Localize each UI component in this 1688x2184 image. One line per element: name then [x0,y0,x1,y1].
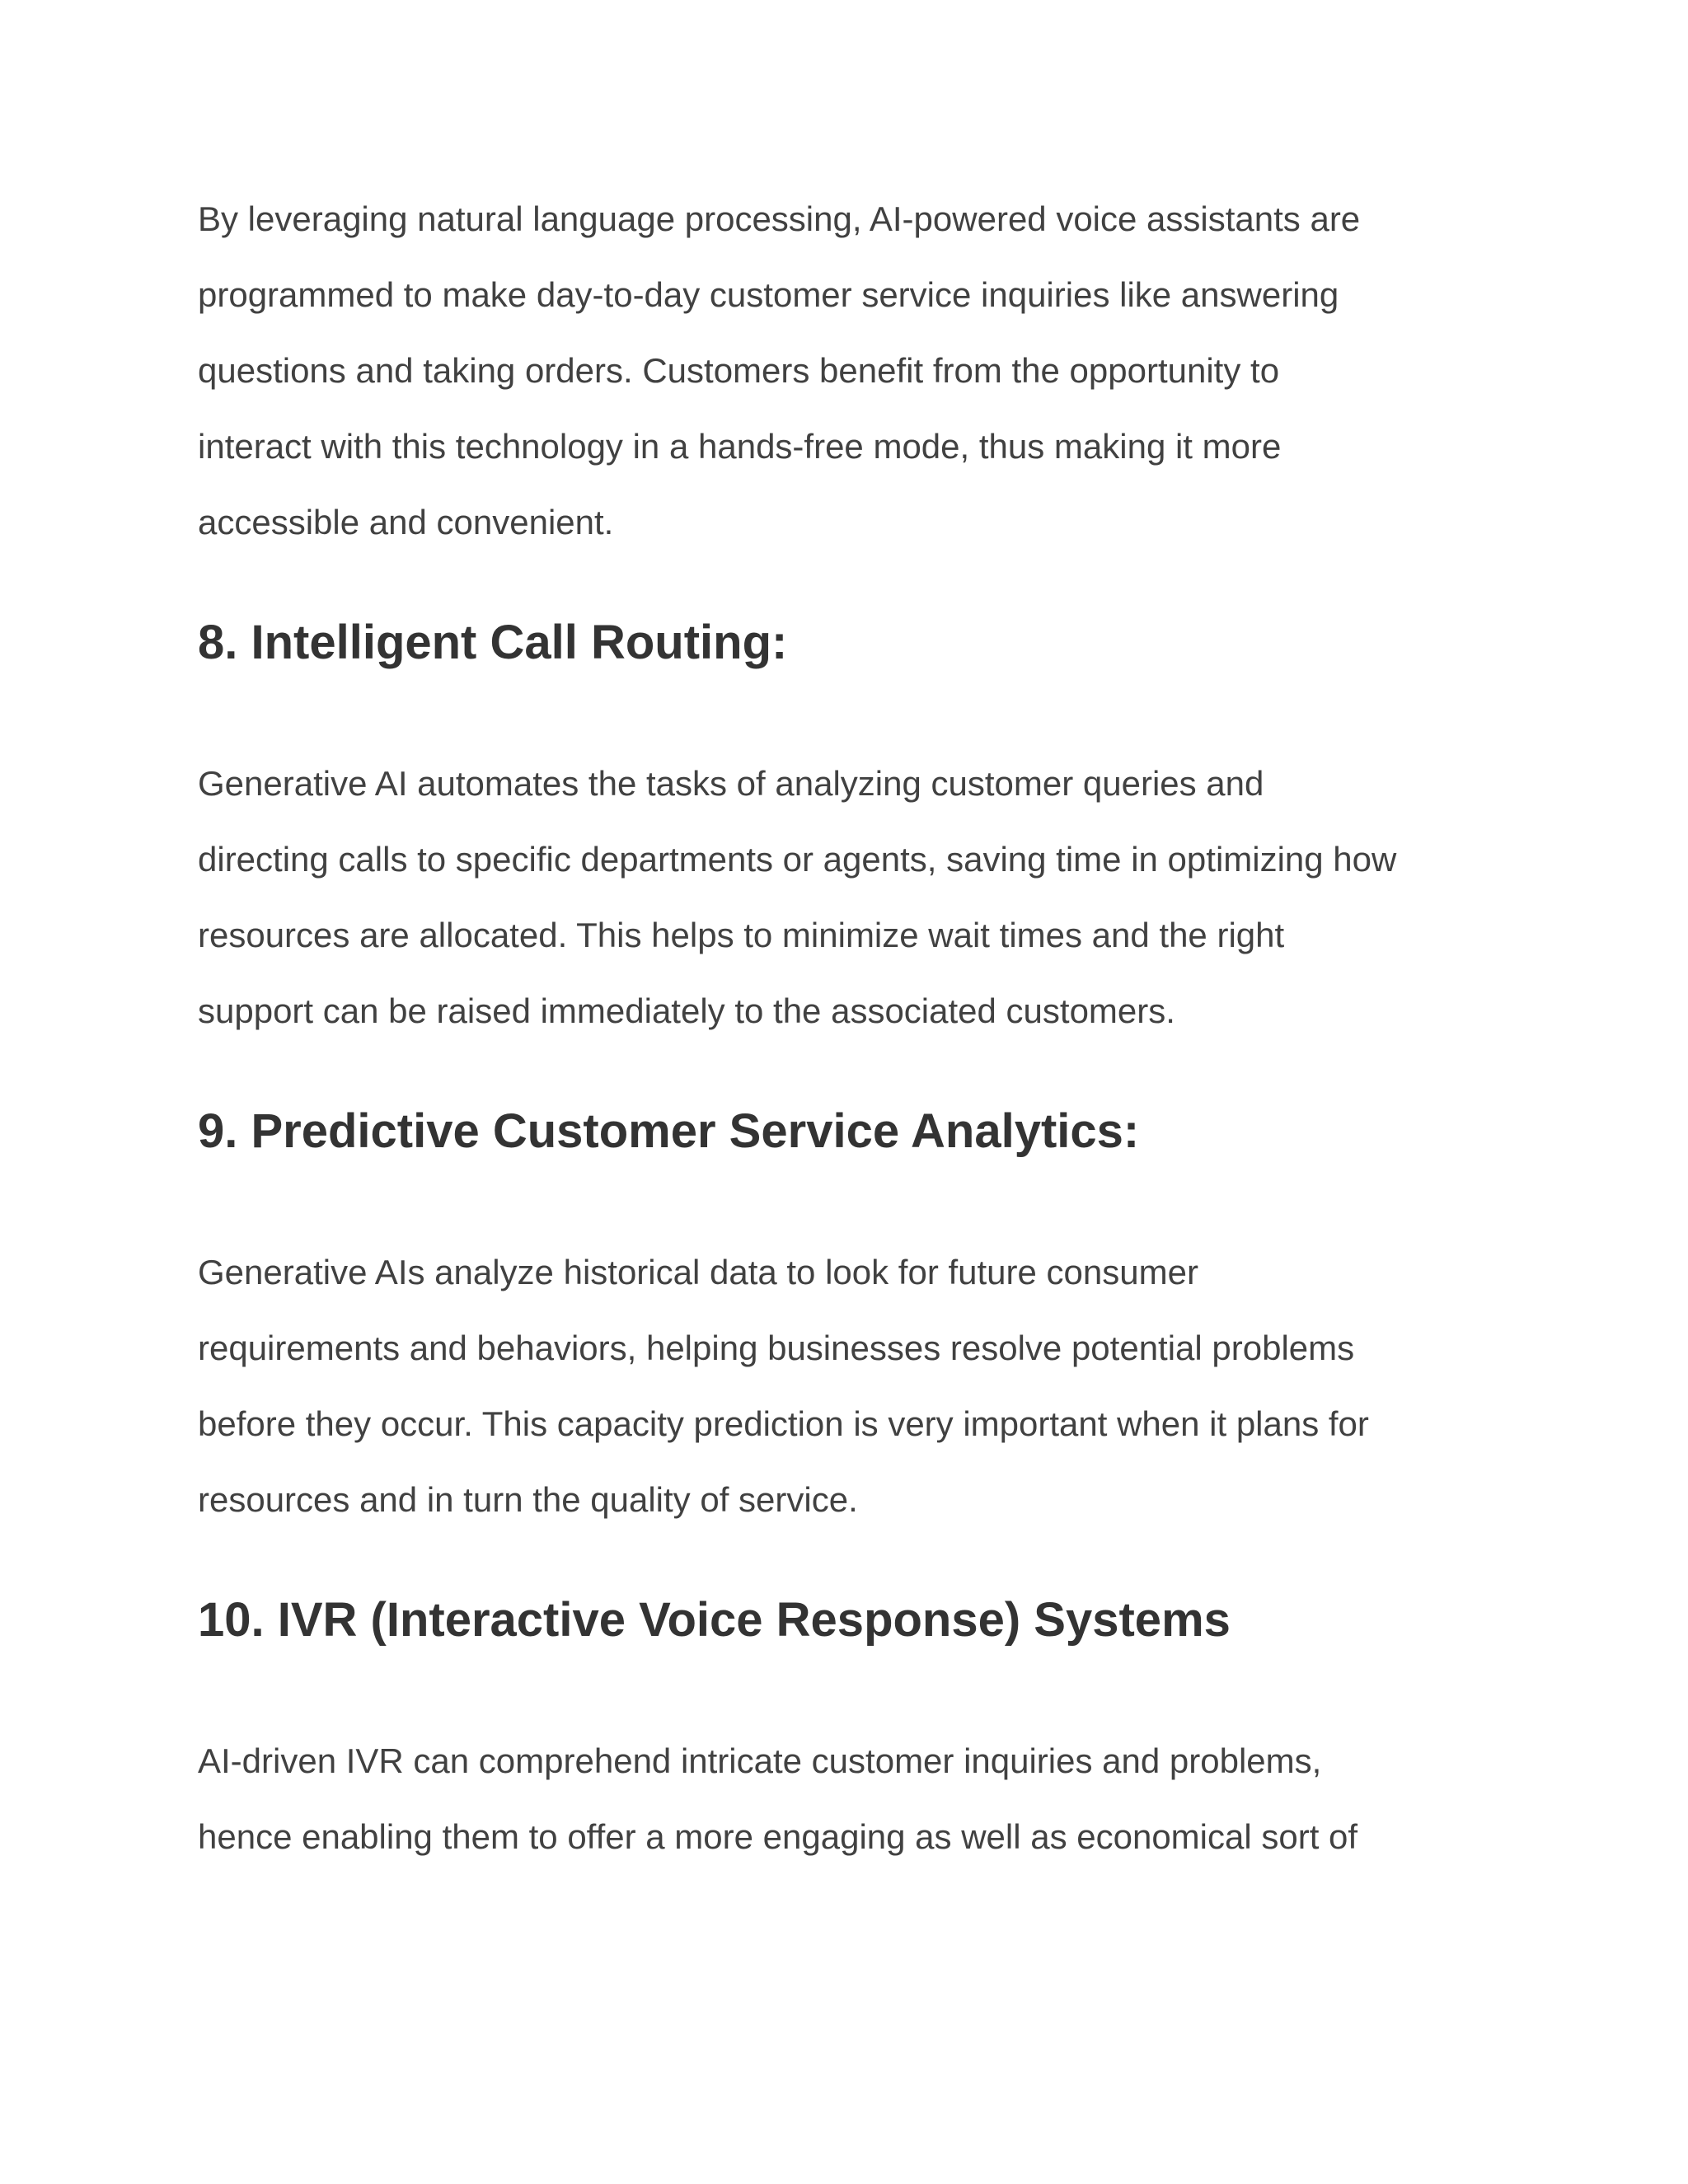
text-line: programmed to make day-to-day customer service inquiries like answering [198,275,1339,314]
text-line: Generative AIs analyze historical data to look for future consumer [198,1253,1198,1291]
text-line: hence enabling them to offer a more engaging as well as economical sort of [198,1817,1358,1856]
text-line: interact with this technology in a hands-free mode, thus making it more [198,427,1282,466]
intro-paragraph [198,181,1517,560]
ivr-paragraph [198,1723,1517,1875]
analytics-paragraph [198,1235,1517,1538]
text-line: AI-driven IVR can comprehend intricate customer inquiries and problems, [198,1741,1322,1780]
text-line: resources are allocated. This helps to minimize wait times and the right [198,916,1285,954]
section-10-heading: 10. IVR (Interactive Voice Response) Systems [198,1593,1231,1647]
section-8-heading: 8. Intelligent Call Routing: [198,616,788,669]
routing-paragraph [198,746,1517,1049]
text-line: questions and taking orders. Customers benefit from the opportunity to [198,351,1280,390]
text-line: directing calls to specific departments or agents, saving time in optimizing how [198,840,1397,879]
text-line: requirements and behaviors, helping businesses resolve potential problems [198,1329,1355,1367]
text-line: resources and in turn the quality of service. [198,1480,858,1519]
text-line: accessible and convenient. [198,503,614,541]
section-9-heading: 9. Predictive Customer Service Analytics: [198,1104,1140,1158]
text-line: support can be raised immediately to the associated customers. [198,991,1175,1030]
text-line: before they occur. This capacity prediction is very important when it plans for [198,1404,1369,1443]
text-line: Generative AI automates the tasks of analyzing customer queries and [198,764,1264,803]
text-line: By leveraging natural language processing, AI-powered voice assistants are [198,199,1361,238]
